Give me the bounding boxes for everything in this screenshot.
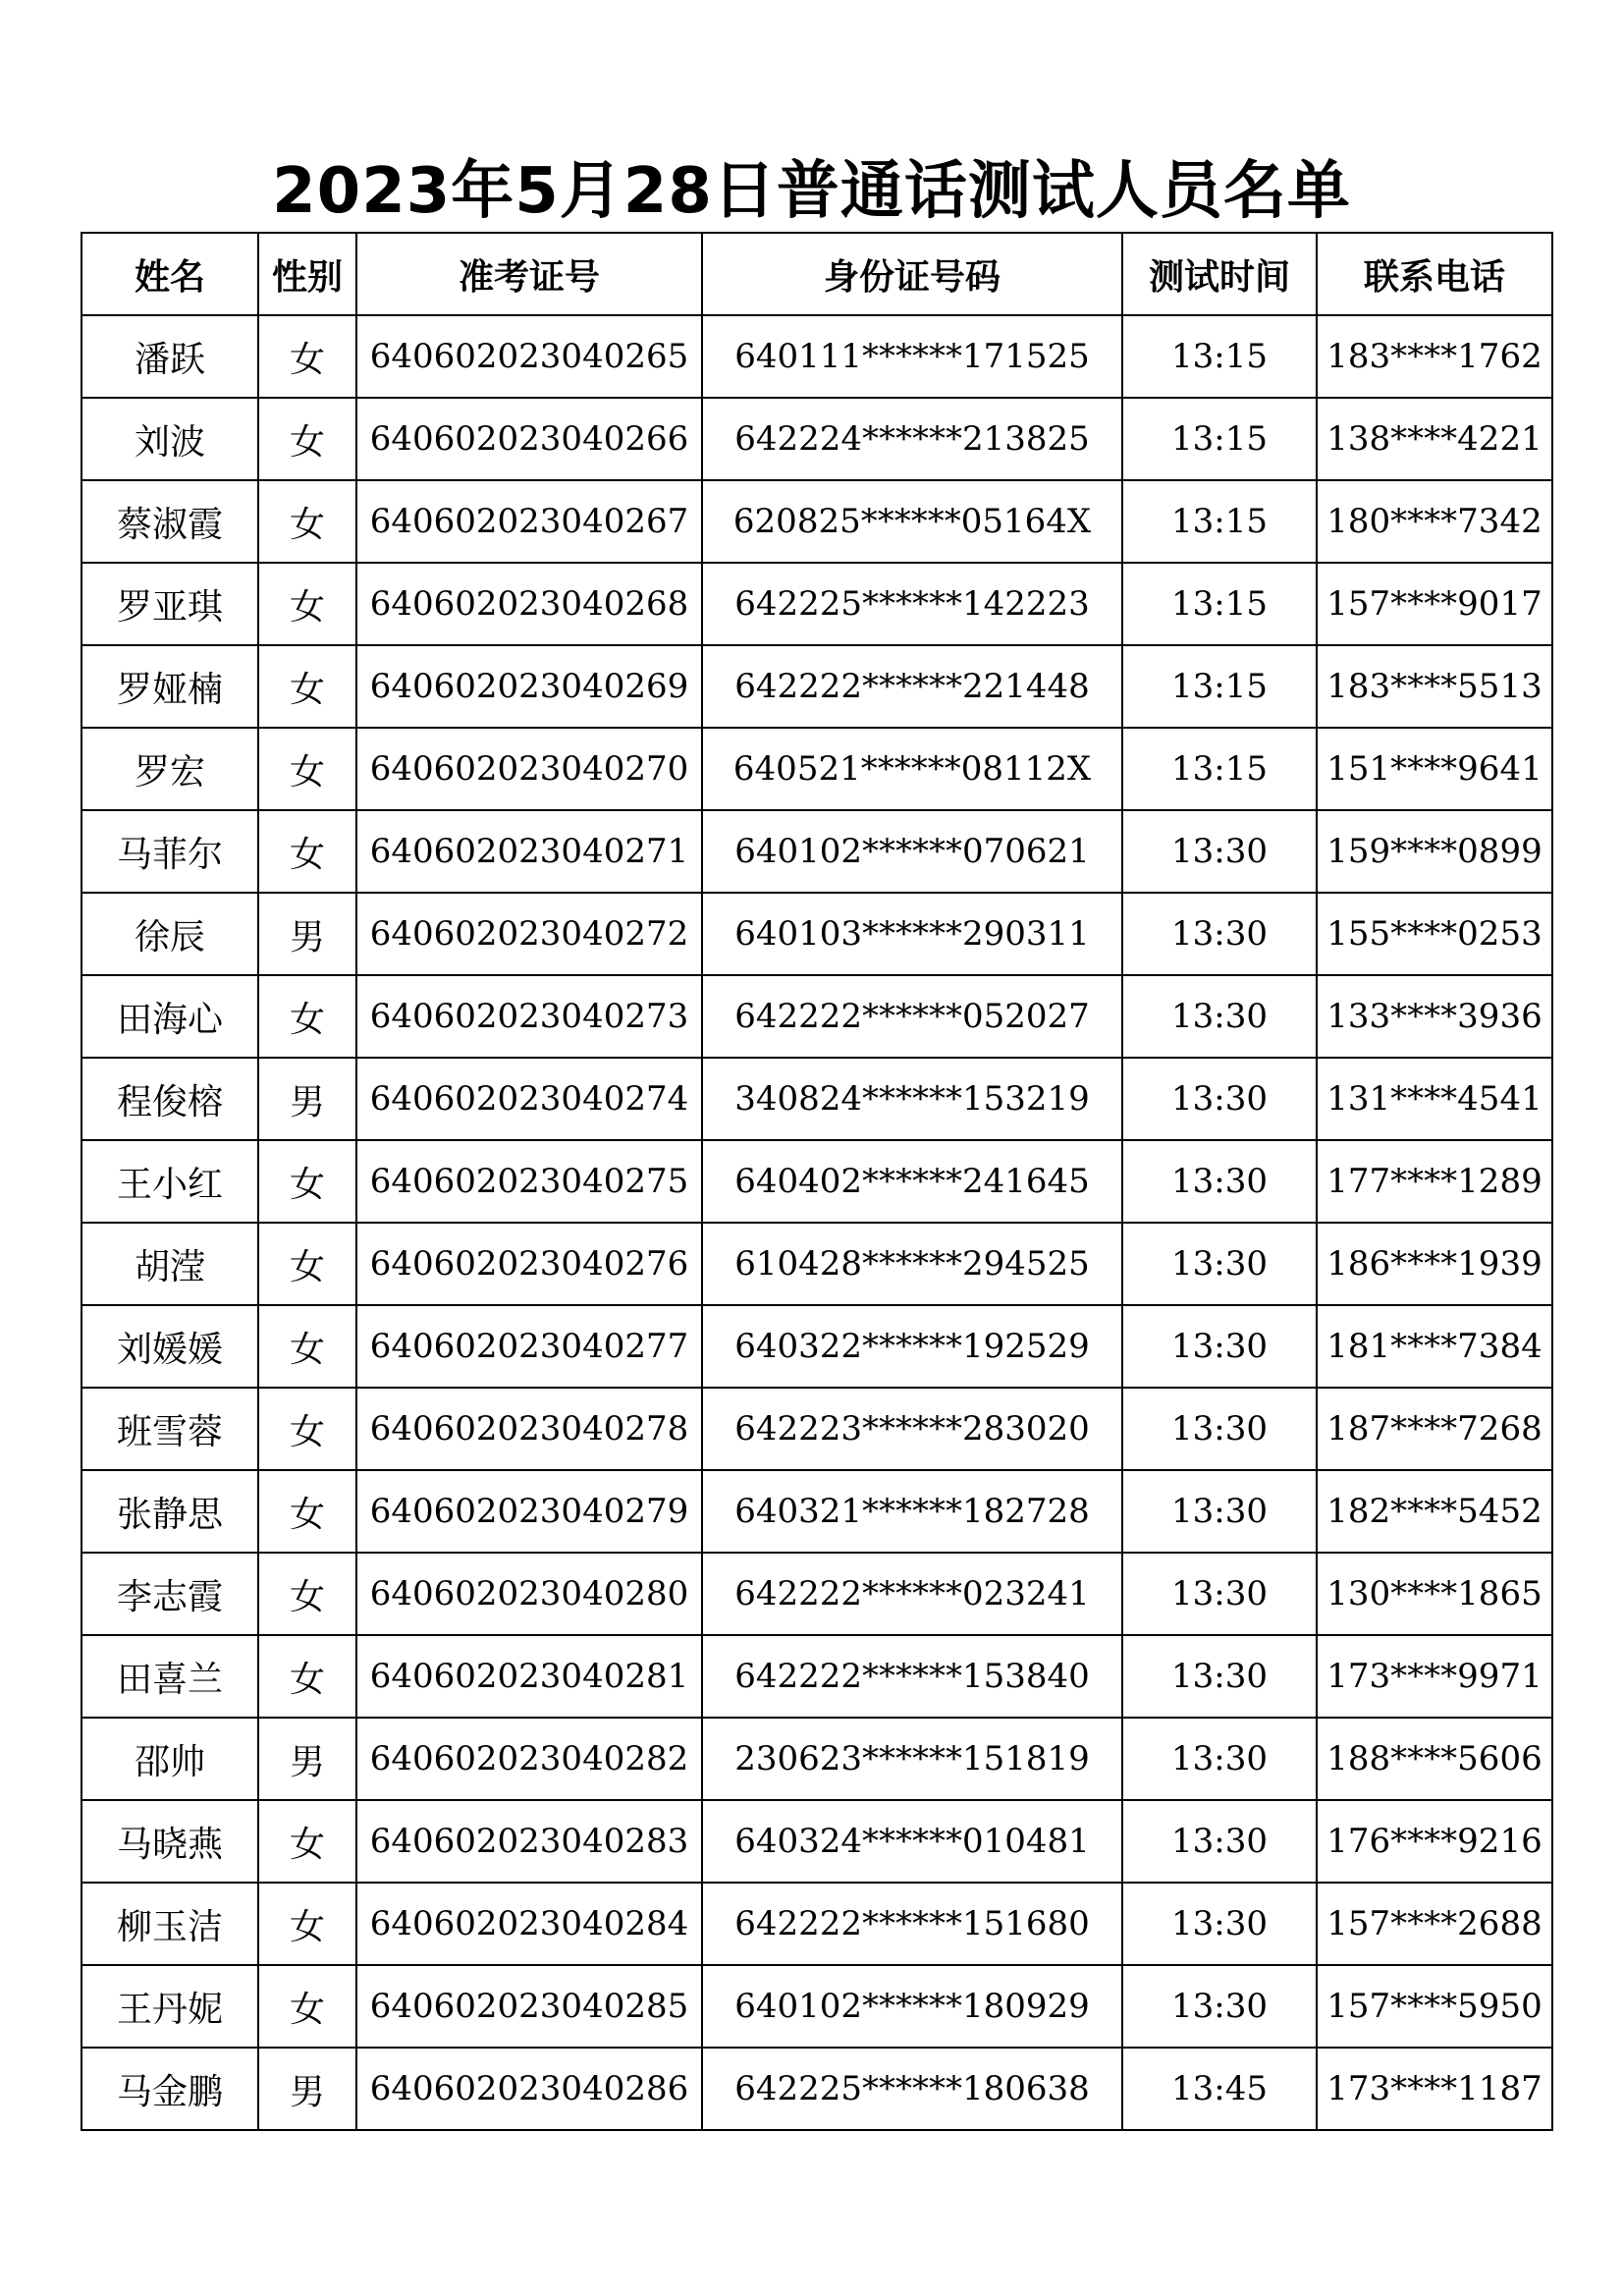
- cell-phone: 130****1865: [1317, 1553, 1552, 1635]
- cell-gender: 女: [258, 1388, 356, 1470]
- cell-name: 马晓燕: [81, 1800, 258, 1883]
- cell-phone: 187****7268: [1317, 1388, 1552, 1470]
- cell-id-number: 640402******241645: [702, 1140, 1122, 1223]
- cell-gender: 女: [258, 1883, 356, 1965]
- cell-test-time: 13:30: [1122, 1305, 1317, 1388]
- cell-name: 蔡淑霞: [81, 480, 258, 563]
- cell-id-number: 642222******151680: [702, 1883, 1122, 1965]
- table-row: [81, 975, 1552, 1058]
- cell-id-number: 642222******052027: [702, 975, 1122, 1058]
- table-row: [81, 2048, 1552, 2130]
- cell-gender: 女: [258, 810, 356, 893]
- cell-phone: 177****1289: [1317, 1140, 1552, 1223]
- cell-test-time: 13:30: [1122, 1883, 1317, 1965]
- cell-name: 柳玉洁: [81, 1883, 258, 1965]
- cell-id-number: 642222******221448: [702, 645, 1122, 728]
- cell-test-time: 13:30: [1122, 1058, 1317, 1140]
- cell-gender: 女: [258, 398, 356, 480]
- cell-test-time: 13:30: [1122, 975, 1317, 1058]
- cell-phone: 157****2688: [1317, 1883, 1552, 1965]
- cell-id-number: 642222******153840: [702, 1635, 1122, 1718]
- cell-test-time: 13:30: [1122, 1800, 1317, 1883]
- cell-name: 田喜兰: [81, 1635, 258, 1718]
- cell-name: 李志霞: [81, 1553, 258, 1635]
- cell-exam-number: 640602023040280: [356, 1553, 702, 1635]
- cell-gender: 男: [258, 2048, 356, 2130]
- cell-id-number: 640321******182728: [702, 1470, 1122, 1553]
- cell-gender: 男: [258, 1058, 356, 1140]
- header-test-time: 测试时间: [1122, 233, 1317, 315]
- table-row: [81, 1553, 1552, 1635]
- header-id-number: 身份证号码: [702, 233, 1122, 315]
- table-row: [81, 810, 1552, 893]
- table-row: [81, 1800, 1552, 1883]
- cell-name: 刘波: [81, 398, 258, 480]
- cell-gender: 男: [258, 893, 356, 975]
- cell-phone: 182****5452: [1317, 1470, 1552, 1553]
- table-row: [81, 645, 1552, 728]
- cell-id-number: 640102******180929: [702, 1965, 1122, 2048]
- cell-id-number: 642225******180638: [702, 2048, 1122, 2130]
- cell-exam-number: 640602023040286: [356, 2048, 702, 2130]
- cell-id-number: 642223******283020: [702, 1388, 1122, 1470]
- table-row: [81, 315, 1552, 398]
- table-row: [81, 1140, 1552, 1223]
- cell-phone: 159****0899: [1317, 810, 1552, 893]
- cell-phone: 176****9216: [1317, 1800, 1552, 1883]
- cell-id-number: 640324******010481: [702, 1800, 1122, 1883]
- cell-gender: 女: [258, 315, 356, 398]
- roster-body: [81, 315, 1552, 2130]
- cell-test-time: 13:15: [1122, 645, 1317, 728]
- cell-exam-number: 640602023040269: [356, 645, 702, 728]
- cell-id-number: 230623******151819: [702, 1718, 1122, 1800]
- cell-exam-number: 640602023040278: [356, 1388, 702, 1470]
- cell-name: 潘跃: [81, 315, 258, 398]
- header-gender: 性别: [258, 233, 356, 315]
- cell-id-number: 642225******142223: [702, 563, 1122, 645]
- cell-test-time: 13:30: [1122, 1718, 1317, 1800]
- table-row: [81, 480, 1552, 563]
- cell-test-time: 13:30: [1122, 1140, 1317, 1223]
- cell-id-number: 642222******023241: [702, 1553, 1122, 1635]
- cell-name: 罗宏: [81, 728, 258, 810]
- cell-exam-number: 640602023040284: [356, 1883, 702, 1965]
- cell-exam-number: 640602023040283: [356, 1800, 702, 1883]
- cell-name: 邵帅: [81, 1718, 258, 1800]
- cell-phone: 157****5950: [1317, 1965, 1552, 2048]
- cell-exam-number: 640602023040266: [356, 398, 702, 480]
- cell-gender: 女: [258, 563, 356, 645]
- cell-phone: 173****9971: [1317, 1635, 1552, 1718]
- cell-name: 田海心: [81, 975, 258, 1058]
- cell-test-time: 13:15: [1122, 398, 1317, 480]
- cell-test-time: 13:30: [1122, 1223, 1317, 1305]
- cell-gender: 女: [258, 1140, 356, 1223]
- header-exam-number: 准考证号: [356, 233, 702, 315]
- table-row: [81, 1305, 1552, 1388]
- cell-test-time: 13:30: [1122, 1635, 1317, 1718]
- cell-phone: 181****7384: [1317, 1305, 1552, 1388]
- cell-id-number: 640111******171525: [702, 315, 1122, 398]
- cell-gender: 女: [258, 1305, 356, 1388]
- cell-test-time: 13:30: [1122, 1553, 1317, 1635]
- cell-phone: 173****1187: [1317, 2048, 1552, 2130]
- cell-exam-number: 640602023040282: [356, 1718, 702, 1800]
- cell-test-time: 13:30: [1122, 1388, 1317, 1470]
- table-row: [81, 1470, 1552, 1553]
- cell-phone: 138****4221: [1317, 398, 1552, 480]
- cell-phone: 188****5606: [1317, 1718, 1552, 1800]
- roster-table: [81, 232, 1553, 2131]
- cell-gender: 女: [258, 728, 356, 810]
- cell-phone: 155****0253: [1317, 893, 1552, 975]
- cell-name: 罗娅楠: [81, 645, 258, 728]
- table-row: [81, 563, 1552, 645]
- cell-exam-number: 640602023040273: [356, 975, 702, 1058]
- cell-test-time: 13:15: [1122, 563, 1317, 645]
- cell-exam-number: 640602023040268: [356, 563, 702, 645]
- cell-id-number: 640322******192529: [702, 1305, 1122, 1388]
- cell-name: 王丹妮: [81, 1965, 258, 2048]
- table-row: [81, 1388, 1552, 1470]
- cell-gender: 女: [258, 480, 356, 563]
- cell-name: 王小红: [81, 1140, 258, 1223]
- table-row: [81, 1883, 1552, 1965]
- cell-name: 徐辰: [81, 893, 258, 975]
- cell-gender: 女: [258, 1470, 356, 1553]
- cell-phone: 133****3936: [1317, 975, 1552, 1058]
- cell-gender: 女: [258, 1223, 356, 1305]
- cell-phone: 186****1939: [1317, 1223, 1552, 1305]
- cell-test-time: 13:30: [1122, 1965, 1317, 2048]
- cell-exam-number: 640602023040271: [356, 810, 702, 893]
- cell-exam-number: 640602023040272: [356, 893, 702, 975]
- cell-id-number: 642224******213825: [702, 398, 1122, 480]
- table-row: [81, 1223, 1552, 1305]
- cell-exam-number: 640602023040276: [356, 1223, 702, 1305]
- cell-name: 胡滢: [81, 1223, 258, 1305]
- cell-name: 罗亚琪: [81, 563, 258, 645]
- cell-exam-number: 640602023040281: [356, 1635, 702, 1718]
- table-header-row: [81, 233, 1552, 315]
- cell-id-number: 640102******070621: [702, 810, 1122, 893]
- cell-exam-number: 640602023040279: [356, 1470, 702, 1553]
- table-row: [81, 1718, 1552, 1800]
- cell-exam-number: 640602023040265: [356, 315, 702, 398]
- cell-phone: 151****9641: [1317, 728, 1552, 810]
- cell-test-time: 13:30: [1122, 810, 1317, 893]
- cell-name: 马菲尔: [81, 810, 258, 893]
- cell-gender: 女: [258, 1800, 356, 1883]
- table-row: [81, 728, 1552, 810]
- cell-gender: 女: [258, 645, 356, 728]
- cell-gender: 女: [258, 975, 356, 1058]
- header-phone: 联系电话: [1317, 233, 1552, 315]
- cell-test-time: 13:15: [1122, 315, 1317, 398]
- cell-phone: 183****5513: [1317, 645, 1552, 728]
- table-row: [81, 398, 1552, 480]
- header-name: 姓名: [81, 233, 258, 315]
- cell-test-time: 13:15: [1122, 480, 1317, 563]
- cell-gender: 女: [258, 1965, 356, 2048]
- cell-id-number: 340824******153219: [702, 1058, 1122, 1140]
- cell-phone: 157****9017: [1317, 563, 1552, 645]
- cell-phone: 180****7342: [1317, 480, 1552, 563]
- cell-test-time: 13:45: [1122, 2048, 1317, 2130]
- cell-name: 张静思: [81, 1470, 258, 1553]
- cell-phone: 183****1762: [1317, 315, 1552, 398]
- table-row: [81, 1965, 1552, 2048]
- cell-gender: 女: [258, 1635, 356, 1718]
- table-row: [81, 1058, 1552, 1140]
- cell-name: 程俊榕: [81, 1058, 258, 1140]
- cell-test-time: 13:15: [1122, 728, 1317, 810]
- cell-gender: 女: [258, 1553, 356, 1635]
- cell-id-number: 610428******294525: [702, 1223, 1122, 1305]
- cell-id-number: 620825******05164X: [702, 480, 1122, 563]
- table-row: [81, 1635, 1552, 1718]
- cell-name: 马金鹏: [81, 2048, 258, 2130]
- cell-exam-number: 640602023040277: [356, 1305, 702, 1388]
- cell-exam-number: 640602023040267: [356, 480, 702, 563]
- cell-phone: 131****4541: [1317, 1058, 1552, 1140]
- cell-id-number: 640521******08112X: [702, 728, 1122, 810]
- cell-test-time: 13:30: [1122, 1470, 1317, 1553]
- cell-name: 班雪蓉: [81, 1388, 258, 1470]
- cell-name: 刘媛媛: [81, 1305, 258, 1388]
- cell-test-time: 13:30: [1122, 893, 1317, 975]
- cell-id-number: 640103******290311: [702, 893, 1122, 975]
- table-row: [81, 893, 1552, 975]
- cell-exam-number: 640602023040285: [356, 1965, 702, 2048]
- cell-gender: 男: [258, 1718, 356, 1800]
- cell-exam-number: 640602023040275: [356, 1140, 702, 1223]
- cell-exam-number: 640602023040270: [356, 728, 702, 810]
- cell-exam-number: 640602023040274: [356, 1058, 702, 1140]
- page-title: 2023年5月28日普通话测试人员名单: [272, 155, 1351, 228]
